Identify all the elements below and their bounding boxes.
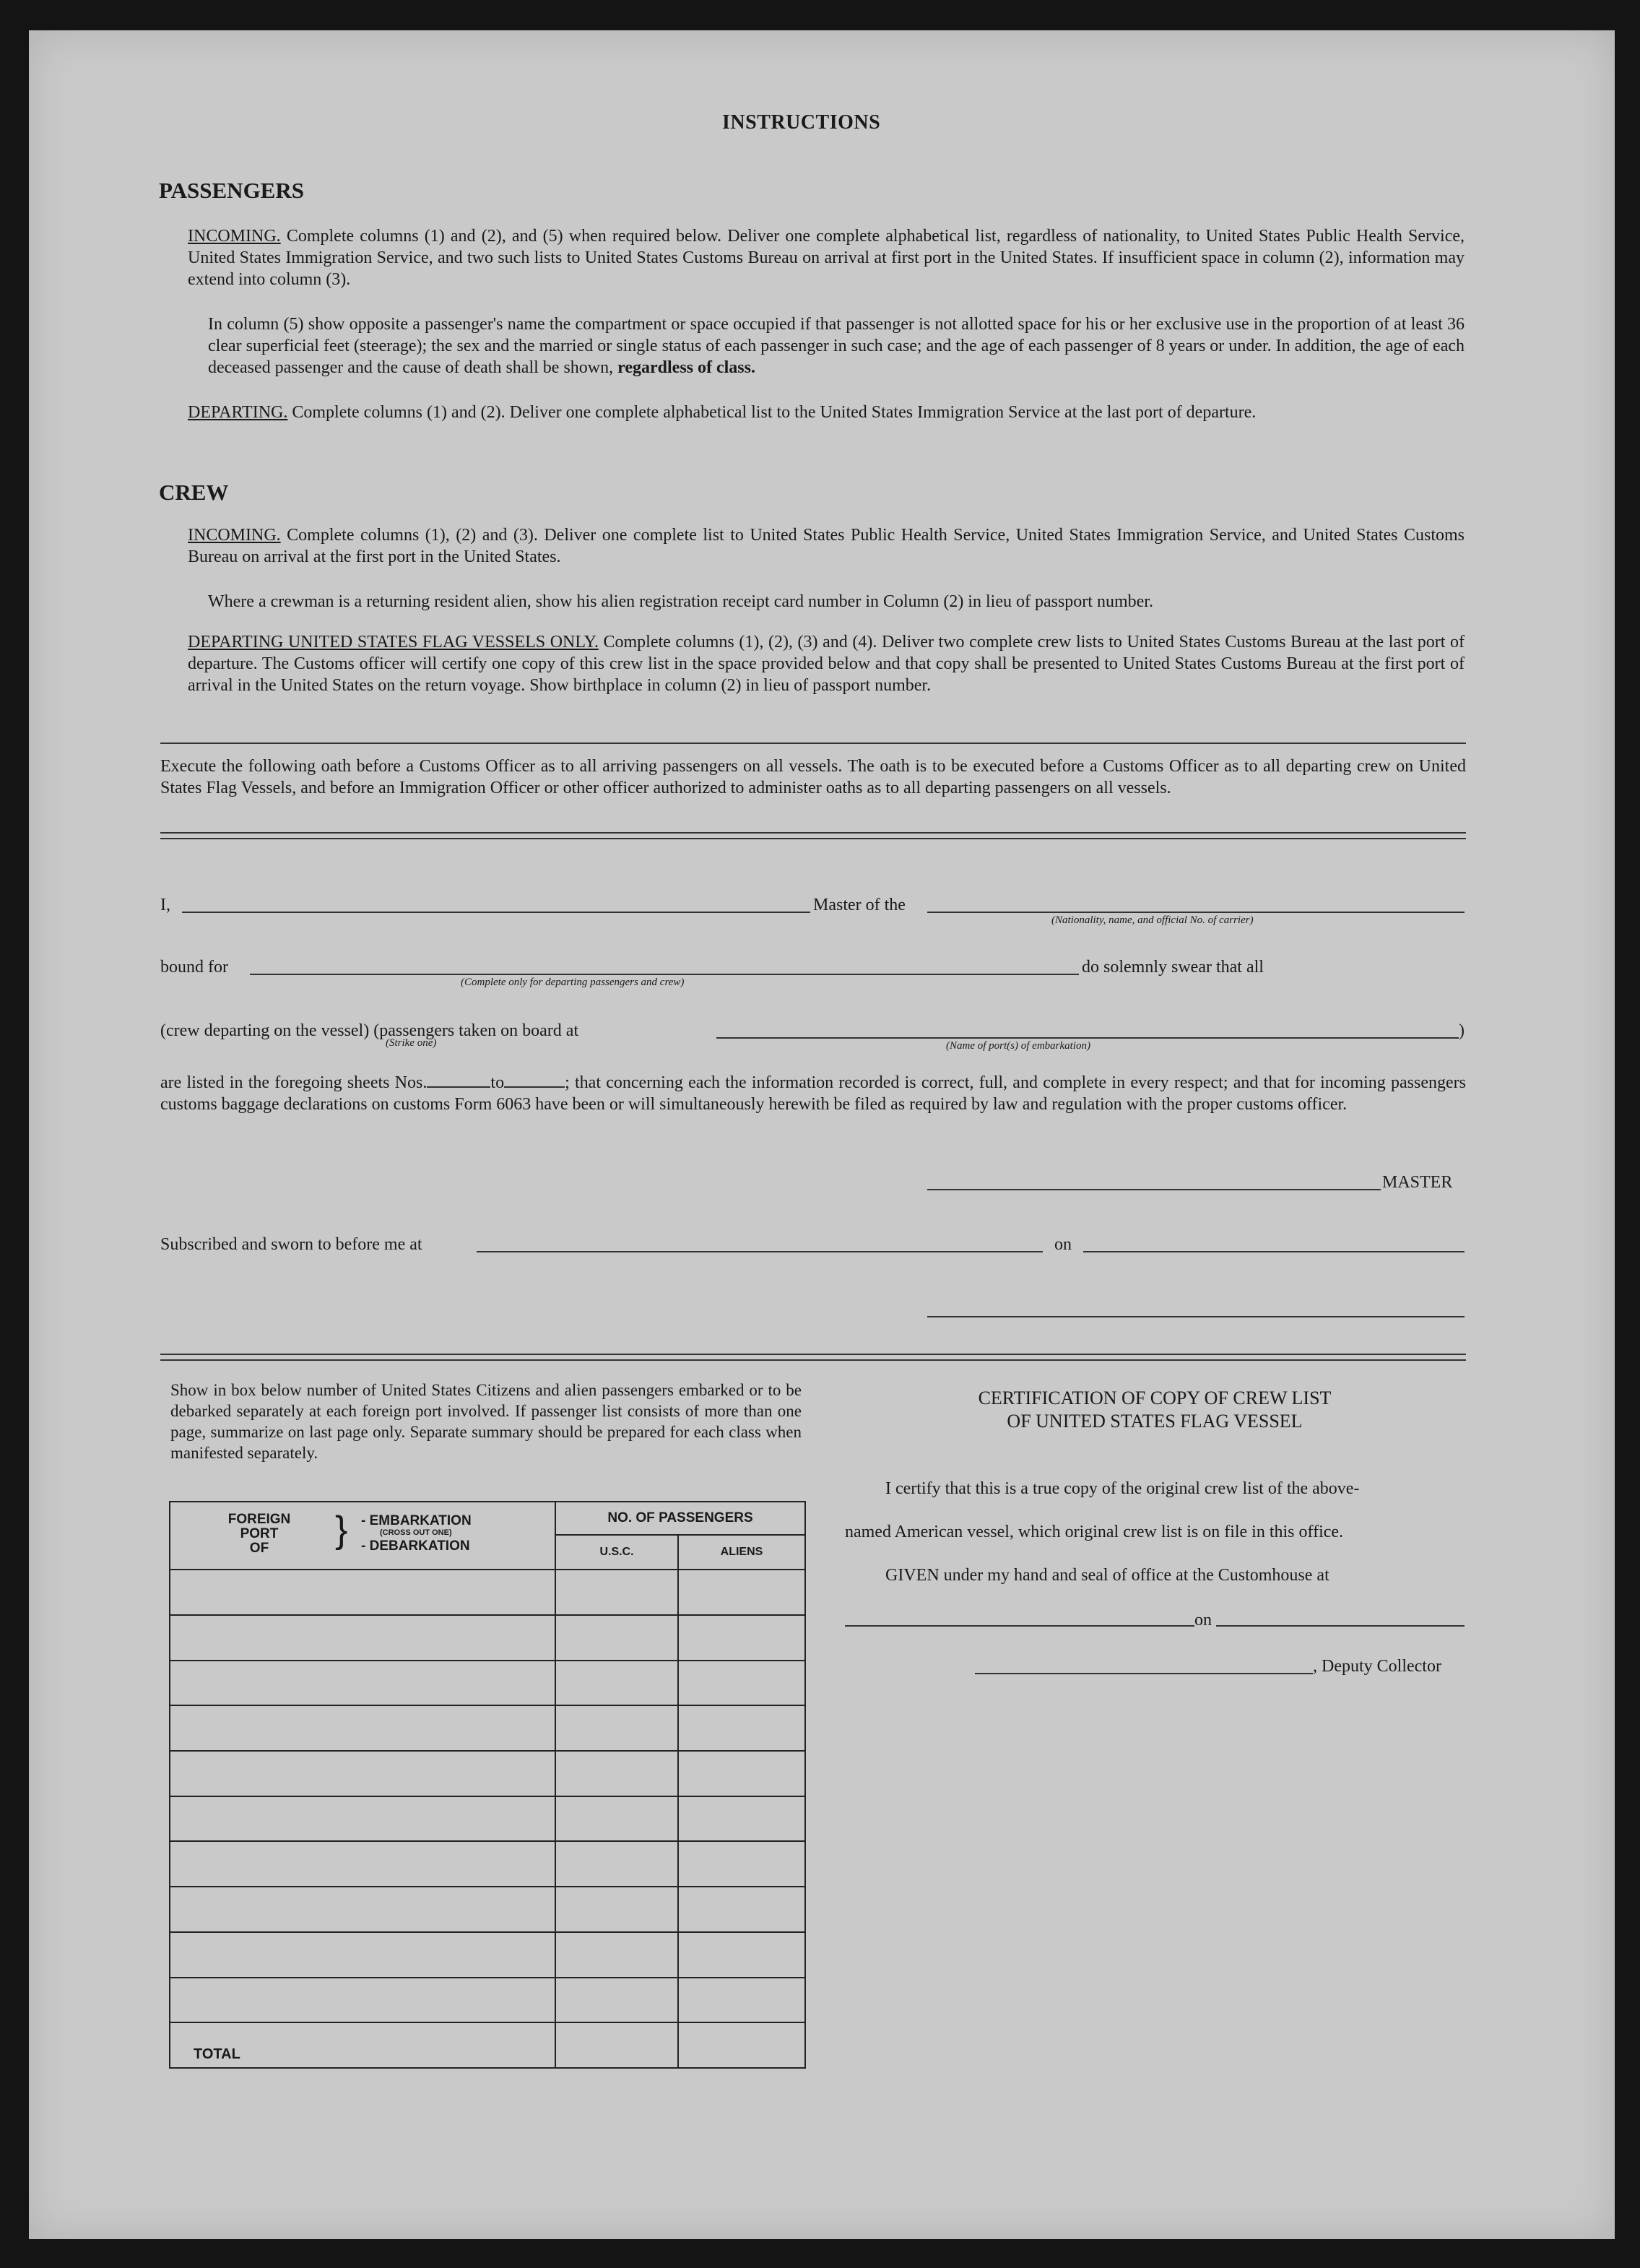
aliens-cell[interactable]: [678, 1751, 805, 1796]
double-rule2-bottom: [160, 1359, 1466, 1361]
given-line: GIVEN under my hand and seal of office at the Customhouse at: [885, 1566, 1329, 1585]
passengers-column5-bold: regardless of class.: [617, 358, 755, 377]
passengers-column5-paragraph: [208, 313, 1465, 378]
total-aliens-cell[interactable]: [678, 2022, 805, 2068]
port-cell[interactable]: [170, 1841, 555, 1887]
oath-listed-to: to: [490, 1073, 505, 1092]
passengers-incoming-label: INCOMING.: [188, 227, 281, 246]
usc-cell[interactable]: [555, 1841, 678, 1887]
usc-cell[interactable]: [555, 1751, 678, 1796]
master-name-line[interactable]: [182, 912, 810, 913]
deputy-collector-label: , Deputy Collector: [1313, 1657, 1441, 1676]
passengers-heading: PASSENGERS: [159, 178, 304, 203]
usc-cell[interactable]: [555, 1932, 678, 1978]
sworn-on-label: on: [1054, 1235, 1072, 1254]
passenger-summary-table: [169, 1501, 806, 2069]
aliens-cell[interactable]: [678, 1978, 805, 2023]
usc-cell[interactable]: [555, 1705, 678, 1751]
port-cell[interactable]: [170, 1570, 555, 1615]
double-rule-bottom: [160, 838, 1466, 839]
aliens-cell[interactable]: [678, 1796, 805, 1842]
strike-note: (Strike one): [386, 1037, 437, 1049]
subscribed-label: Subscribed and sworn to before me at: [160, 1235, 422, 1254]
bound-for-note: (Complete only for departing passengers and crew): [461, 977, 685, 988]
certification-heading-l1: CERTIFICATION OF COPY OF CREW LIST: [978, 1388, 1332, 1408]
port-cell[interactable]: [170, 1887, 555, 1932]
customhouse-line[interactable]: [845, 1625, 1194, 1627]
sworn-place-line[interactable]: [477, 1251, 1043, 1252]
usc-cell[interactable]: [555, 1661, 678, 1706]
aliens-cell[interactable]: [678, 1570, 805, 1615]
section-divider: [160, 743, 1466, 744]
cert-on-label: on: [1194, 1611, 1212, 1629]
passengers-departing-paragraph: [188, 402, 1465, 423]
port-cell[interactable]: [170, 1932, 555, 1978]
certification-heading-l2: OF UNITED STATES FLAG VESSEL: [1007, 1411, 1303, 1432]
double-rule2-top: [160, 1354, 1466, 1355]
aliens-cell[interactable]: [678, 1887, 805, 1932]
crew-heading: CREW: [159, 480, 229, 505]
aliens-cell[interactable]: [678, 1841, 805, 1887]
oath-listed-paragraph: [160, 1072, 1466, 1115]
crew-incoming-label: INCOMING.: [188, 526, 281, 545]
oath-close-paren: ): [1459, 1021, 1465, 1040]
foreign-port-l1: FOREIGN: [227, 1512, 291, 1527]
master-label: MASTER: [1382, 1173, 1453, 1192]
no-passengers-header: NO. OF PASSENGERS: [555, 1502, 805, 1535]
deputy-signature-line[interactable]: [975, 1673, 1313, 1674]
oath-intro: Execute the following oath before a Customs Officer as to all arriving passengers on all vessels. The oath is to be executed before a Customs Officer as to all departing crew on United States Flag Vessels, and before an Immigration Officer or other officer authorized to administer oaths as to all departing passengers on all vessels.: [160, 757, 1466, 797]
aliens-cell[interactable]: [678, 1615, 805, 1661]
sheet-from-line[interactable]: [427, 1086, 490, 1088]
port-note: (Name of port(s) of embarkation): [946, 1040, 1090, 1052]
port-cell[interactable]: [170, 1661, 555, 1706]
foreign-port-label: [220, 1512, 299, 1556]
summary-port-header: [170, 1502, 555, 1570]
certify-line-2: named American vessel, which original crew list is on file in this office.: [845, 1523, 1344, 1541]
certification-heading: [877, 1387, 1433, 1433]
oath-listed-b: ; that concerning each the information recorded is correct, full, and complete in every respect; and that for incoming passengers customs baggage declarations on customs Form 6063 have been or will simultaneously herewith be filed as required by law and regulation with the proper customs officer.: [160, 1073, 1466, 1114]
passengers-incoming-text: Complete columns (1) and (2), and (5) when required below. Deliver one complete alphabetical list, regardless of nationality, to United States Public Health Service, United States Immigration Service, and two such lists to United States Customs Bureau on arrival at first port in the United States. If insufficient space in column (2), information may extend into column (3).: [188, 227, 1465, 289]
aliens-header: ALIENS: [678, 1535, 805, 1570]
crew-departing-label: DEPARTING UNITED STATES FLAG VESSELS ONLY.: [188, 633, 599, 652]
total-usc-cell[interactable]: [555, 2022, 678, 2068]
double-rule-top: [160, 832, 1466, 834]
oath-i-label: I,: [160, 896, 170, 914]
summary-instructions: Show in box below number of United States Citizens and alien passengers embarked or to be debarked separately at each foreign port involved. If passenger list consists of more than one page, summarize on last page only. Separate summary should be prepared for each class when manifested separately.: [170, 1381, 802, 1462]
oath-swear: do solemnly swear that all: [1082, 958, 1264, 977]
port-cell[interactable]: [170, 1705, 555, 1751]
usc-header: U.S.C.: [555, 1535, 678, 1570]
embarkation-label: - EMBARKATION: [361, 1513, 472, 1528]
bound-for-line[interactable]: [250, 974, 1079, 975]
passengers-departing-text: Complete columns (1) and (2). Deliver one complete alphabetical list to the United States Immigration Service at the last port of departure.: [292, 403, 1257, 422]
usc-cell[interactable]: [555, 1615, 678, 1661]
port-cell[interactable]: [170, 1796, 555, 1842]
cross-out-note: (CROSS OUT ONE): [380, 1528, 452, 1537]
page-title: INSTRUCTIONS: [722, 111, 881, 134]
oath-master-of: Master of the: [813, 896, 906, 914]
port-cell[interactable]: [170, 1978, 555, 2023]
usc-cell[interactable]: [555, 1887, 678, 1932]
carrier-line[interactable]: [927, 912, 1465, 913]
passengers-column5-text: In column (5) show opposite a passenger's name the compartment or space occupied if that passenger is not allotted space for his or her exclusive use in the proportion of at least 36 clear superficial feet (steerage); the sex and the married or single status of each passenger in such case; and the age of each passenger of 8 years or under. In addition, the age of each deceased passenger and the cause of death shall be shown,: [208, 315, 1465, 377]
embarkation-port-line[interactable]: [716, 1037, 1459, 1039]
aliens-cell[interactable]: [678, 1661, 805, 1706]
certify-line-1: I certify that this is a true copy of the original crew list of the above-: [885, 1479, 1360, 1498]
crew-incoming-text: Complete columns (1), (2) and (3). Deliver one complete list to United States Public Health Service, United States Immigration Service, and United States Customs Bureau on arrival at the first port in the United States.: [188, 526, 1465, 566]
foreign-port-l3: OF: [249, 1541, 269, 1556]
crew-departing-paragraph: [188, 631, 1465, 696]
foreign-port-l2: PORT: [240, 1526, 279, 1541]
master-signature-line[interactable]: [927, 1189, 1381, 1190]
usc-cell[interactable]: [555, 1796, 678, 1842]
aliens-cell[interactable]: [678, 1705, 805, 1751]
sworn-date-line[interactable]: [1083, 1251, 1465, 1252]
oath-crew-departing: (crew departing on the vessel) (passengers taken on board at: [160, 1021, 579, 1040]
brace-icon: }: [335, 1509, 348, 1551]
oath-listed-a: are listed in the foregoing sheets Nos.: [160, 1073, 428, 1092]
crew-incoming-paragraph: [188, 524, 1465, 568]
usc-cell[interactable]: [555, 1978, 678, 2023]
total-label: TOTAL: [170, 2022, 555, 2068]
passengers-incoming-paragraph: [188, 225, 1465, 290]
port-cell[interactable]: [170, 1751, 555, 1796]
oath-bound-for: bound for: [160, 958, 228, 977]
passengers-departing-label: DEPARTING.: [188, 403, 288, 422]
debarkation-label: - DEBARKATION: [361, 1538, 470, 1554]
crew-resident-paragraph: Where a crewman is a returning resident alien, show his alien registration receipt card number in Column (2) in lieu of passport number.: [208, 592, 1153, 611]
sheet-to-line[interactable]: [504, 1086, 565, 1088]
cert-date-line[interactable]: [1216, 1625, 1465, 1627]
crew-departing-text: Complete columns (1), (2), (3) and (4). Deliver two complete crew lists to United States Customs Bureau at the last port of departure. The Customs officer will certify one copy of this crew list in the space provided below and that copy shall be presented to United States Customs Bureau at the first port of arrival in the United States on the return voyage. Show birthplace in column (2) in lieu of passport number.: [188, 633, 1465, 695]
aliens-cell[interactable]: [678, 1932, 805, 1978]
port-cell[interactable]: [170, 1615, 555, 1661]
carrier-note: (Nationality, name, and official No. of carrier): [1051, 914, 1254, 926]
officer-signature-line[interactable]: [927, 1316, 1465, 1317]
usc-cell[interactable]: [555, 1570, 678, 1615]
